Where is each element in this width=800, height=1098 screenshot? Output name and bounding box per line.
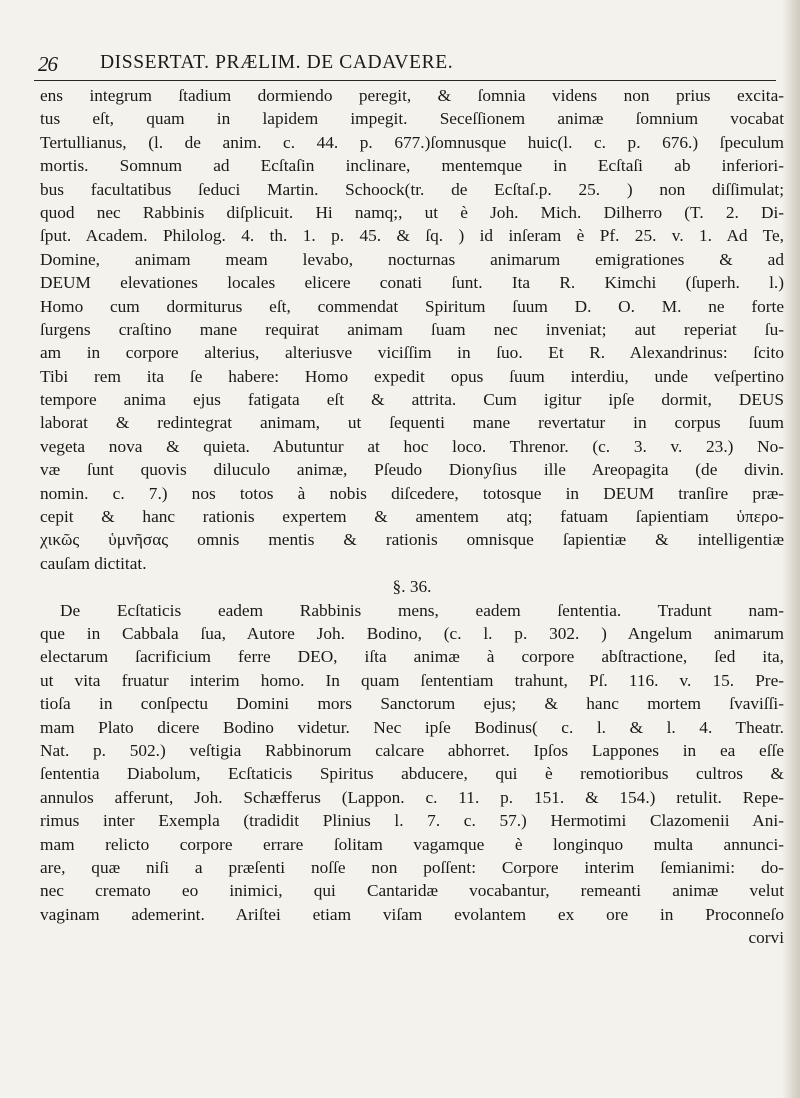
text-line: rimus inter Exempla (tradidit Plinius l. 7. c. 57.) Hermotimi Clazomenii Ani- [40, 811, 784, 831]
text-line: Homo cum dormiturus eſt, commendat Spiritum ſuum D. O. M. ne forte [40, 296, 784, 316]
text-line: bus facultatibus ſeduci Martin. Schoock(tr. de Ecſtaſ.p. 25. ) non diſſimulat; [40, 179, 784, 199]
text-line: Nat. p. 502.) veſtigia Rabbinorum calcare abhorret. Ipſos Lappones in ea eſſe [40, 740, 784, 760]
body-text [40, 84, 784, 949]
text-line: De Ecſtaticis eadem Rabbinis mens, eadem ſententia. Tradunt nam- [60, 600, 784, 620]
text-line: laborat & redintegrat animam, ut ſequenti mane revertatur in corpus ſuum [40, 413, 784, 433]
text-line: ſput. Academ. Philolog. 4. th. 1. p. 45. & ſq. ) id inſeram è Pf. 25. v. 1. Ad Te, [40, 226, 784, 246]
text-line: que in Cabbala ſua, Autore Joh. Bodino, (c. l. p. 302. ) Angelum animarum [40, 623, 784, 643]
text-line: are, quæ niſi a præſenti noſſe non poſſent: Corpore interim ſemianimi: do- [40, 857, 784, 877]
text-line: ſententia Diabolum, Ecſtaticis Spiritus abducere, qui è remotioribus cultros & [40, 764, 784, 784]
text-line: vaginam ademerint. Ariſtei etiam viſam evolantem ex ore in Proconneſo [40, 904, 784, 924]
text-line: electarum ſacrificium ferre DEO, iſta animæ à corpore abſtractione, ſed ita, [40, 647, 784, 667]
text-line: nec cremato eo inimici, qui Cantaridæ vocabantur, remeanti animæ velut [40, 881, 784, 901]
text-line: vegeta nova & quieta. Abutuntur at hoc loco. Threnor. (c. 3. v. 23.) No- [40, 436, 784, 456]
text-line: mortis. Somnum ad Ecſtaſin inclinare, mentemque in Ecſtaſi ab inferiori- [40, 156, 784, 176]
text-line: cauſam dictitat. [40, 553, 147, 573]
page-edge-shadow [782, 0, 800, 1098]
running-head: DISSERTAT. PRÆLIM. DE CADAVERE. [100, 52, 454, 73]
text-line: mam Plato dicere Bodino videtur. Nec ipſe Bodinus( c. l. & l. 4. Theatr. [40, 717, 784, 737]
text-line: cepit & hanc rationis expertem & amentem atq; fatuam ſapientiam ὑπερο- [40, 507, 784, 527]
text-line: mam relicto corpore errare ſolitam vagamque è longinquo multa annunci- [40, 834, 784, 854]
page-number: 26 [38, 52, 57, 76]
header-rule [34, 80, 776, 81]
page-header [38, 52, 778, 80]
text-line: χικῶς ὑμνῆσας omnis mentis & rationis omnisque ſapientiæ & intelligentiæ [40, 530, 784, 550]
text-line: quod nec Rabbinis diſplicuit. Hi namq;, ut è Joh. Mich. Dilherro (T. 2. Di- [40, 202, 784, 222]
catchword: corvi [748, 928, 784, 948]
text-line: ens integrum ſtadium dormiendo peregit, & ſomnia videns non prius excita- [40, 86, 784, 105]
text-line: Tibi rem ita ſe habere: Homo expedit opus ſuum interdiu, unde veſpertino [40, 366, 784, 386]
text-line: tioſa in conſpectu Domini mors Sanctorum ejus; & hanc mortem ſvaviſſi- [40, 694, 784, 714]
text-line: Domine, animam meam levabo, nocturnas animarum emigrationes & ad [40, 249, 784, 269]
text-line: annulos afferunt, Joh. Schæfferus (Lappon. c. 11. p. 151. & 154.) retulit. Repe- [40, 787, 784, 807]
text-line: DEUM elevationes locales elicere conati ſunt. Ita R. Kimchi (ſuperh. l.) [40, 273, 784, 293]
text-line: ut vita fruatur interim homo. In quam ſententiam trahunt, Pſ. 116. v. 15. Pre- [40, 670, 784, 690]
section-mark: §. 36. [392, 577, 432, 597]
text-line: nomin. c. 7.) nos totos à nobis diſcedere, totosque in DEUM tranſire præ- [40, 483, 784, 503]
text-line: tus eſt, quam in lapidem impegit. Seceſſionem animæ ſomnium vocabat [40, 109, 784, 129]
text-line: ſurgens craſtino mane requirat animam ſuam nec inveniat; aut reperiat ſu- [40, 319, 784, 339]
text-line: Tertullianus, (l. de anim. c. 44. p. 677.)ſomnusque huic(l. c. p. 676.) ſpeculum [40, 132, 784, 152]
text-line: tempore anima ejus fatigata eſt & attrita. Cum igitur ipſe dormit, DEUS [40, 390, 784, 410]
text-line: væ ſunt quovis diluculo animæ, Pſeudo Dionyſius ille Areopagita (de divin. [40, 460, 784, 480]
text-line: am in corpore alterius, alteriusve viciſſim in ſuo. Et R. Alexandrinus: ſcito [40, 343, 784, 363]
